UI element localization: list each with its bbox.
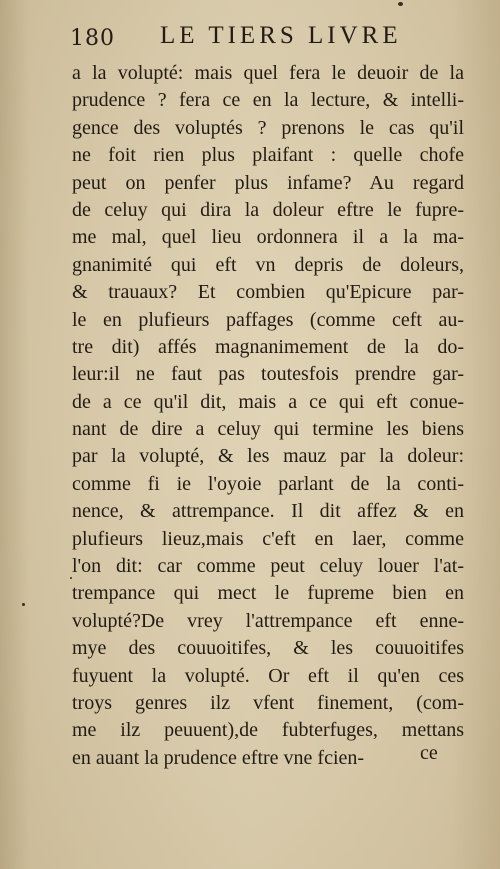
text-line: me ilz peuuent),de fubterfuges, mettans (72, 719, 464, 742)
text-line: troys genres ilz vfent finement, (com- (72, 691, 464, 714)
running-title: LE TIERS LIVRE (160, 22, 402, 49)
ink-speck (398, 2, 403, 6)
page-number: 180 (70, 26, 115, 51)
text-line: en auant la prudence eftre vne fcien- (72, 746, 365, 769)
text-line: leur:il ne faut pas toutesfois prendre gar- (72, 363, 464, 386)
text-line: le en plufieurs paffages (comme ceft au- (72, 308, 464, 331)
text-line: fuyuent la volupté. Or eft il qu'en ces (72, 664, 464, 687)
text-line: nant de dire a celuy qui termine les biens (72, 418, 464, 441)
ink-speck (22, 603, 25, 606)
text-line: gence des voluptés ? prenons le cas qu'il (72, 116, 464, 139)
text-line: a la volupté: mais quel fera le deuoir de la (72, 62, 464, 84)
text-line: ne foit rien plus plaifant : quelle chofe (72, 144, 464, 167)
catchword: ce (420, 742, 438, 764)
text-line: prudence ? fera ce en la lecture, & intelli- (72, 89, 464, 112)
text-line: par la volupté, & les mauz par la doleur: (72, 445, 464, 468)
text-line: me mal, quel lieu ordonnera il a la ma- (72, 226, 464, 249)
text-line: comme fi ie l'oyoie parlant de la conti- (72, 472, 464, 495)
text-line: de a ce qu'il dit, mais a ce qui eft conue- (72, 390, 464, 413)
text-line: trempance qui mect le fupreme bien en (72, 582, 464, 605)
text-line: tre dit) affés magnanimement de la do- (72, 335, 464, 358)
text-line: peut on penfer plus infame? Au regard (72, 171, 464, 194)
text-line: plufieurs lieuz,mais c'eft en laer, comme (72, 527, 464, 550)
text-line: & trauaux? Et combien qu'Epicure par- (72, 281, 464, 304)
running-head (70, 22, 420, 52)
text-line: de celuy qui dira la doleur eftre le fupre- (72, 198, 464, 221)
text-line: gnanimité qui eft vn depris de doleurs, (72, 253, 464, 276)
text-line: mye des couuoitifes, & les couuoitifes (72, 637, 464, 660)
ink-speck (70, 577, 72, 579)
text-line: nence, & attrempance. Il dit affez & en (72, 500, 464, 523)
body-text (72, 60, 464, 772)
text-line: l'on dit: car comme peut celuy louer l'at- (72, 555, 464, 578)
text-line: volupté?De vrey l'attrempance eft enne- (72, 609, 464, 632)
